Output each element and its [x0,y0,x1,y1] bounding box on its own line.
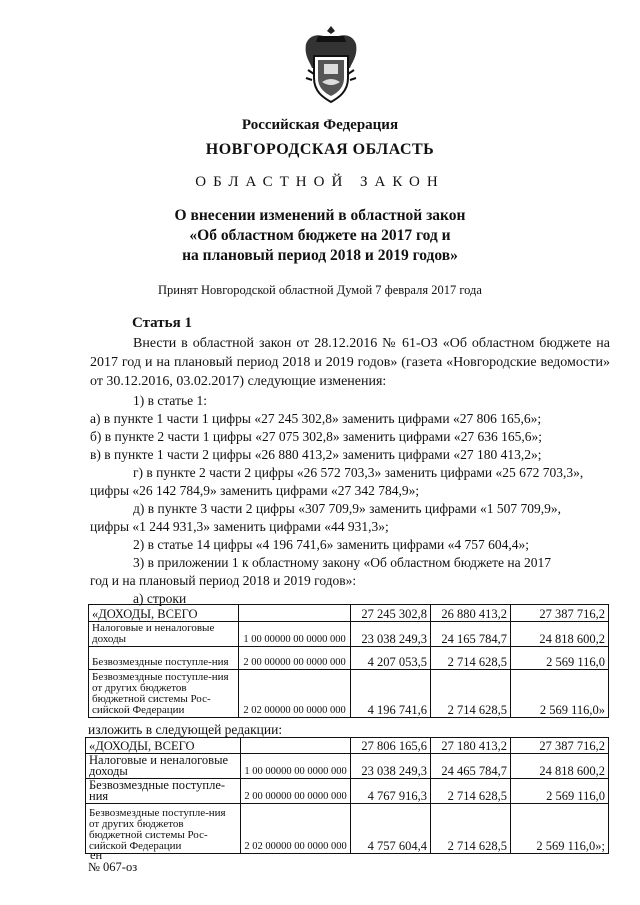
row-code: 1 00 00000 00 0000 000 [239,622,351,647]
adoption-note: Принят Новгородской областной Думой 7 февраля 2017 года [158,283,482,297]
value-2018: 2 714 628,5 [431,779,511,804]
table-row [86,738,609,754]
value-2019: 2 569 116,0» [511,670,609,718]
table-row [89,605,609,622]
country-name: Российская Федерация [241,117,399,133]
item-1v: в) в пункте 1 части 2 цифры «26 880 413,2» заменить цифрами «27 180 413,2»; [90,447,542,462]
row-label: Безвозмездные поступле-ния от других бюджетов бюджетной системы Рос-сийской Федерации [89,670,239,718]
value-2017: 4 757 604,4 [351,804,431,854]
item-1g-cont: цифры «26 142 784,9» заменить цифрами «27 342 784,9»; [90,483,420,498]
row-code: 2 02 00000 00 0000 000 [239,670,351,718]
row-label: Налоговые и неналоговые доходы [86,754,241,779]
value-2018: 2 714 628,5 [431,647,511,670]
row-code: 2 02 00000 00 0000 000 [241,804,351,854]
item-2: 2) в статье 14 цифры «4 196 741,6» заменить цифрами «4 757 604,4»; [133,537,529,552]
table-row [86,804,609,854]
value-2019: 24 818 600,2 [511,622,609,647]
document-number: № 067-оз [88,860,138,874]
value-2017: 27 245 302,8 [351,605,431,622]
item-3a: а) строки [133,591,187,606]
value-2018: 2 714 628,5 [431,804,511,854]
row-label: Безвозмездные поступле-ния [86,779,241,804]
item-1g: г) в пункте 2 части 2 цифры «26 572 703,3» заменить цифрами «25 672 703,3», [133,465,584,480]
article-intro: Внести в областной закон от 28.12.2016 № 61-ОЗ «Об областном бюджете на 2017 год и на плановый период 2018 и 2019 годов» (газета «Новгородские ведомости» от 30.12.2016, 03.02.2017) следующие изменения: [90,336,610,389]
value-2019: 27 387 716,2 [511,605,609,622]
title-line: «Об областном бюджете на 2017 год и [189,227,451,244]
row-code: 2 00 00000 00 0000 000 [239,647,351,670]
item-1a: а) в пункте 1 части 1 цифры «27 245 302,8» заменить цифрами «27 806 165,6»; [90,411,542,426]
item-3: 3) в приложении 1 к областному закону «Об областном бюджете на 2017 [133,555,551,570]
row-label: Налоговые и неналоговые доходы [89,622,239,647]
article-heading: Статья 1 [132,315,192,331]
row-code: 2 00 00000 00 0000 000 [241,779,351,804]
row-label: «ДОХОДЫ, ВСЕГО [89,605,239,622]
table-row [86,754,609,779]
replace-note: изложить в следующей редакции: [88,722,283,737]
item-1: 1) в статье 1: [133,393,207,408]
value-2017: 4 196 741,6 [351,670,431,718]
coat-of-arms-icon [300,22,362,108]
value-2018: 27 180 413,2 [431,738,511,754]
value-2019: 2 569 116,0 [511,647,609,670]
footer-fragment: ен [90,848,103,862]
value-2017: 4 767 916,3 [351,779,431,804]
table-new-rows [85,737,609,854]
value-2017: 27 806 165,6 [351,738,431,754]
table-row [89,622,609,647]
row-label: Безвозмездные поступле-ния от других бюджетов бюджетной системы Рос-сийской Федерации [86,804,241,854]
value-2017: 4 207 053,5 [351,647,431,670]
item-1b: б) в пункте 2 части 1 цифры «27 075 302,8» заменить цифрами «27 636 165,6»; [90,429,542,444]
item-1d-cont: цифры «1 244 931,3» заменить цифрами «44 931,3»; [90,519,389,534]
value-2017: 23 038 249,3 [351,622,431,647]
document-title [0,206,640,266]
document-type: ОБЛАСТНОЙ ЗАКОН [195,174,445,190]
table-row [86,779,609,804]
table-row [89,647,609,670]
region-name: НОВГОРОДСКАЯ ОБЛАСТЬ [205,141,435,158]
table-old-rows [88,604,609,718]
table-row [89,670,609,718]
item-1d: д) в пункте 3 части 2 цифры «307 709,9» заменить цифрами «1 507 709,9», [133,501,561,516]
row-code [239,605,351,622]
value-2019: 27 387 716,2 [511,738,609,754]
item-3-cont: год и на плановый период 2018 и 2019 годов»: [90,573,357,588]
value-2019: 2 569 116,0»; [511,804,609,854]
value-2019: 24 818 600,2 [511,754,609,779]
row-label: «ДОХОДЫ, ВСЕГО [86,738,241,754]
value-2017: 23 038 249,3 [351,754,431,779]
title-line: на плановый период 2018 и 2019 годов» [182,247,458,264]
row-code: 1 00 00000 00 0000 000 [241,754,351,779]
value-2018: 26 880 413,2 [431,605,511,622]
value-2019: 2 569 116,0 [511,779,609,804]
title-line: О внесении изменений в областной закон [174,207,466,224]
row-code [241,738,351,754]
value-2018: 2 714 628,5 [431,670,511,718]
row-label: Безвозмездные поступле-ния [89,647,239,670]
value-2018: 24 465 784,7 [431,754,511,779]
value-2018: 24 165 784,7 [431,622,511,647]
